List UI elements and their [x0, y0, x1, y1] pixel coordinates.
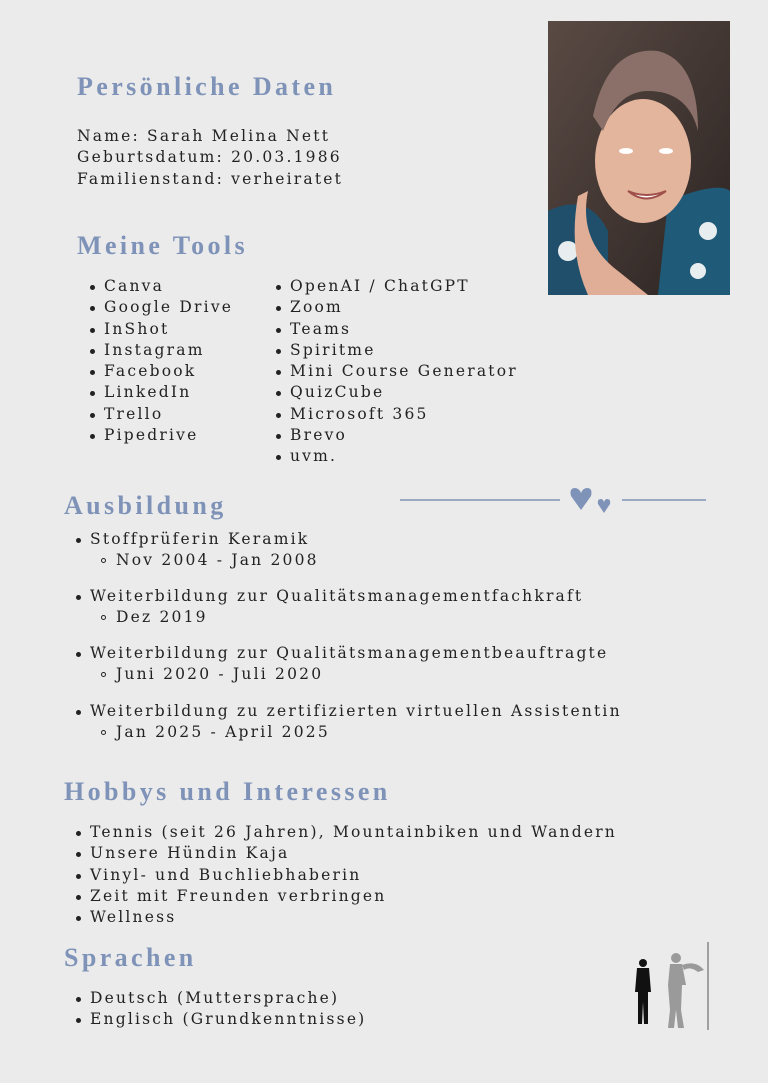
superhero-silhouette-icon: [626, 940, 712, 1032]
list-item: OpenAI / ChatGPT: [274, 276, 518, 297]
education-item: [74, 701, 622, 744]
education-date: Jan 2025 - April 2025: [74, 722, 622, 743]
education-item: [74, 529, 319, 572]
list-item: Trello: [88, 404, 233, 425]
list-item: LinkedIn: [88, 382, 233, 403]
personal-marital-status: Familienstand: verheiratet: [77, 169, 344, 188]
section-title-languages: Sprachen: [64, 943, 197, 972]
list-item: Deutsch (Muttersprache): [74, 988, 366, 1009]
profile-photo: [548, 21, 730, 295]
list-item: Zeit mit Freunden verbringen: [74, 886, 617, 907]
list-item: Microsoft 365: [274, 404, 518, 425]
list-item: Unsere Hündin Kaja: [74, 843, 617, 864]
education-name: Weiterbildung zu zertifizierten virtuellen Assistentin: [74, 701, 622, 722]
education-date: Dez 2019: [74, 607, 583, 628]
list-item: Brevo: [274, 425, 518, 446]
list-item: Tennis (seit 26 Jahren), Mountainbiken und Wandern: [74, 822, 617, 843]
list-item: Wellness: [74, 907, 617, 928]
list-item: Pipedrive: [88, 425, 233, 446]
list-item: Google Drive: [88, 297, 233, 318]
education-date: Juni 2020 - Juli 2020: [74, 664, 608, 685]
education-item: [74, 643, 608, 686]
education-date: Nov 2004 - Jan 2008: [74, 550, 319, 571]
list-item: Zoom: [274, 297, 518, 318]
tools-list-right: [274, 276, 518, 468]
list-item: Vinyl- und Buchliebhaberin: [74, 865, 617, 886]
list-item: uvm.: [274, 446, 518, 467]
list-item: QuizCube: [274, 382, 518, 403]
hobbies-list: [74, 822, 617, 928]
heart-divider: [398, 480, 710, 520]
section-title-personal: Persönliche Daten: [77, 72, 337, 101]
section-title-hobbies: Hobbys und Interessen: [64, 777, 391, 806]
list-item: Teams: [274, 319, 518, 340]
list-item: Spiritme: [274, 340, 518, 361]
education-name: Stoffprüferin Keramik: [74, 529, 319, 550]
section-title-education: Ausbildung: [64, 491, 227, 520]
heart-icon: [571, 488, 611, 513]
list-item: InShot: [88, 319, 233, 340]
personal-data-block: [77, 126, 343, 190]
education-name: Weiterbildung zur Qualitätsmanagementbeauftragte: [74, 643, 608, 664]
list-item: Englisch (Grundkenntnisse): [74, 1009, 366, 1030]
list-item: Mini Course Generator: [274, 361, 518, 382]
tools-list-left: [88, 276, 233, 446]
section-title-tools: Meine Tools: [77, 231, 249, 260]
education-name: Weiterbildung zur Qualitätsmanagementfachkraft: [74, 586, 583, 607]
personal-birthdate: Geburtsdatum: 20.03.1986: [77, 148, 342, 167]
list-item: Canva: [88, 276, 233, 297]
personal-name: Name: Sarah Melina Nett: [77, 127, 331, 145]
education-item: [74, 586, 583, 629]
languages-list: [74, 988, 366, 1031]
list-item: Instagram: [88, 340, 233, 361]
list-item: Facebook: [88, 361, 233, 382]
